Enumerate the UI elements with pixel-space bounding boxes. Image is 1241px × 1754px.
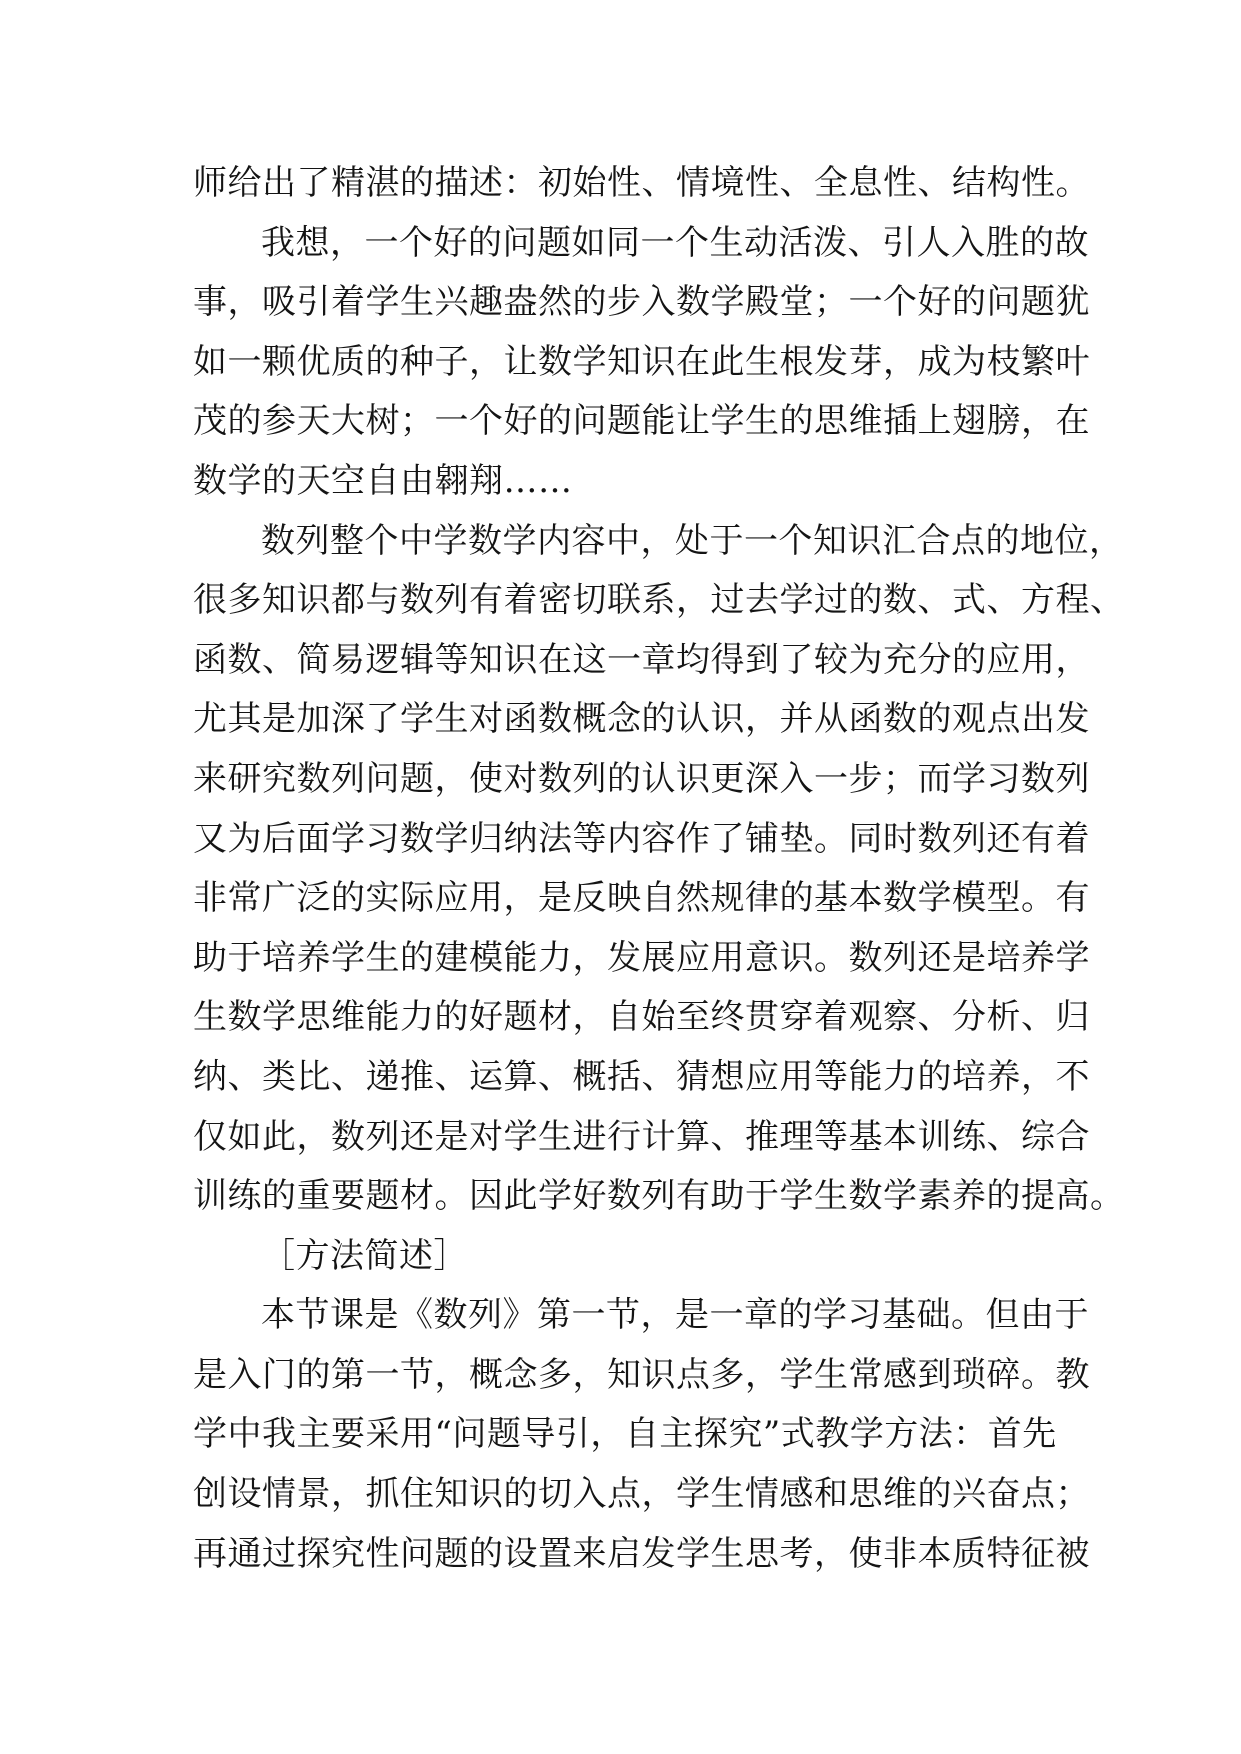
paragraph-line: 是入门的第一节，概念多，知识点多，学生常感到琐碎。教: [193, 1354, 1090, 1395]
paragraph-line: 生数学思维能力的好题材，自始至终贯穿着观察、分析、归: [193, 997, 1090, 1038]
paragraph-line: 纳、类比、递推、运算、概括、猜想应用等能力的培养，不: [193, 1056, 1090, 1097]
paragraph-line: 事，吸引着学生兴趣盎然的步入数学殿堂；一个好的问题犹: [193, 282, 1090, 323]
paragraph-line: 函数、简易逻辑等知识在这一章均得到了较为充分的应用，: [193, 639, 1090, 680]
paragraph-line: 很多知识都与数列有着密切联系，过去学过的数、式、方程、: [193, 580, 1125, 621]
paragraph-line: 茂的参天大树；一个好的问题能让学生的思维插上翅膀，在: [193, 401, 1090, 442]
paragraph-line: 非常广泛的实际应用，是反映自然规律的基本数学模型。有: [193, 878, 1090, 919]
paragraph-line: 创设情景，抓住知识的切入点，学生情感和思维的兴奋点；: [193, 1474, 1090, 1515]
paragraph-line: 尤其是加深了学生对函数概念的认识，并从函数的观点出发: [193, 699, 1090, 740]
paragraph-line: 师给出了精湛的描述：初始性、情境性、全息性、结构性。: [193, 163, 1090, 203]
paragraph-line: 如一颗优质的种子，让数学知识在此生根发芽，成为枝繁叶: [193, 341, 1090, 382]
paragraph-line: 来研究数列问题，使对数列的认识更深入一步；而学习数列: [193, 758, 1090, 799]
paragraph-line: 数列整个中学数学内容中，处于一个知识汇合点的地位，: [261, 520, 1124, 561]
paragraph-line: 数学的天空自由翱翔……: [193, 460, 573, 501]
document-body: [193, 154, 1125, 1584]
paragraph-line: 仅如此，数列还是对学生进行计算、推理等基本训练、综合: [193, 1116, 1090, 1157]
paragraph-line: 训练的重要题材。因此学好数列有助于学生数学素养的提高。: [193, 1176, 1125, 1217]
paragraph-line: 再通过探究性问题的设置来启发学生思考，使非本质特征被: [193, 1533, 1090, 1574]
paragraph-line: 又为后面学习数学归纳法等内容作了铺垫。同时数列还有着: [193, 818, 1090, 859]
paragraph-line: 助于培养学生的建模能力，发展应用意识。数列还是培养学: [193, 937, 1090, 978]
paragraph-line: 本节课是《数列》第一节，是一章的学习基础。但由于: [261, 1295, 1089, 1336]
paragraph-line: 学中我主要采用“问题导引，自主探究”式教学方法：首先: [193, 1414, 1057, 1455]
section-heading: ［方法简述］: [261, 1235, 468, 1276]
paragraph-line: 我想，一个好的问题如同一个生动活泼、引人入胜的故: [261, 222, 1089, 263]
